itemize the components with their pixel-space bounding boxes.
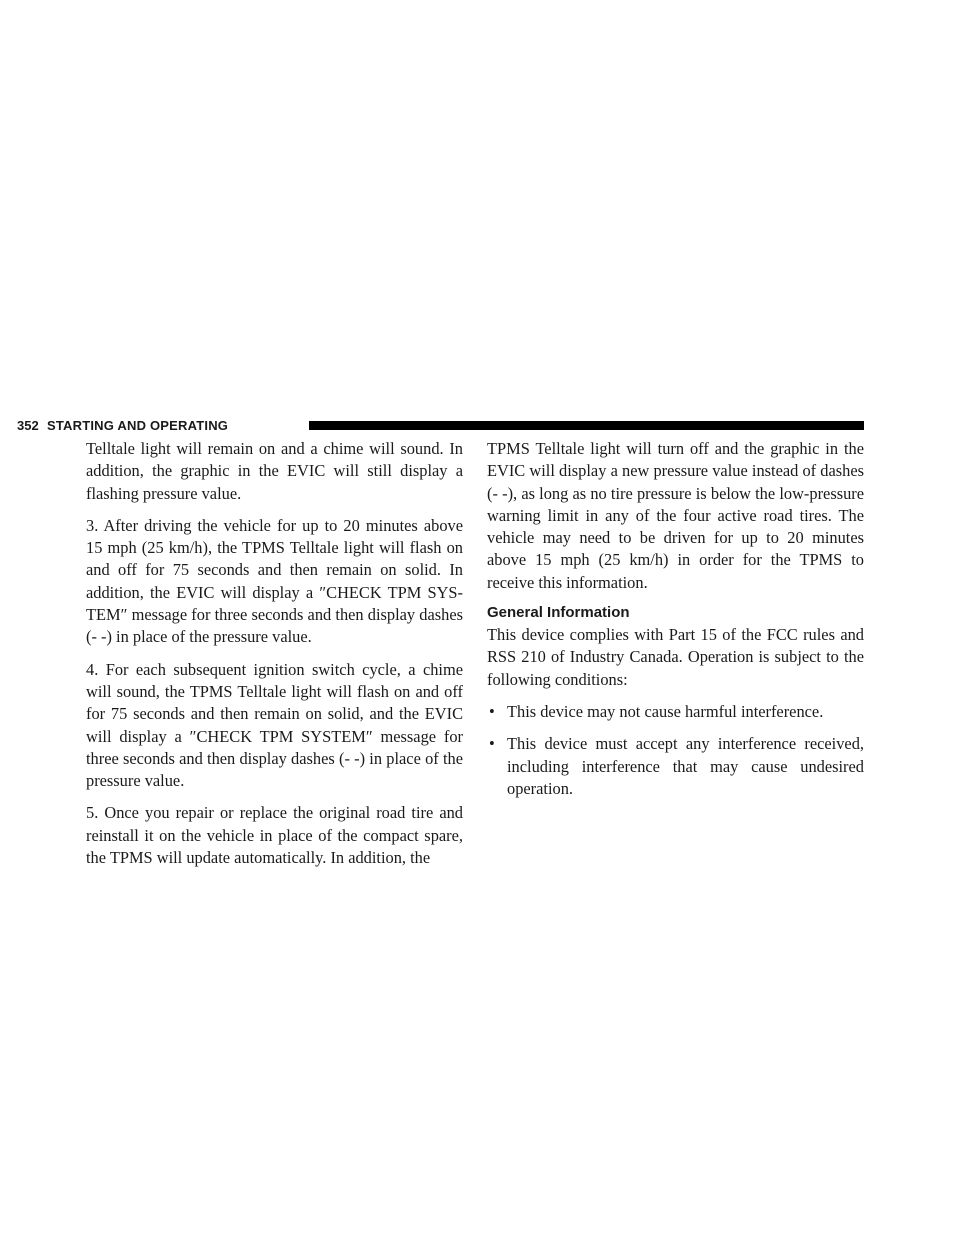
page-number: 352 <box>17 418 39 433</box>
paragraph-telltale-continued: Telltale light will remain on and a chime will sound. In addition, the graphic in the EVIC will still display a flashing pressure value. <box>86 439 463 503</box>
bullet-icon: • <box>489 701 495 721</box>
paragraph-step-4: 4. For each subsequent ignition switch cycle, a chime will sound, the TPMS Telltale light will flash on and off for 75 seconds and then remain on solid, and the EVIC will display a ″CHECK TPM SYSTEM″ message for three seconds and then display dashes (- -) in place of the pressure value. <box>86 659 463 791</box>
right-column <box>487 438 864 810</box>
left-column <box>86 438 463 879</box>
bullet-icon: • <box>489 734 495 754</box>
list-item-text: This device must accept any interference received, including interference that may cause undesired operation. <box>507 734 864 798</box>
list-item-text: This device may not cause harmful interference. <box>507 701 824 721</box>
conditions-list <box>487 701 864 800</box>
paragraph-fcc-compliance: This device complies with Part 15 of the FCC rules and RSS 210 of Industry Canada. Operation is subject to the following conditions: <box>487 625 864 689</box>
paragraph-step-3: 3. After driving the vehicle for up to 20 minutes above 15 mph (25 km/h), the TPMS Telltale light will flash on and off for 75 seconds and then remain on solid. In addition, the EVIC will display a ″CHECK TPM SYS-TEM″ message for three seconds and then display dashes (- -) in place of the pressure value. <box>86 515 463 647</box>
paragraph-step-5-continued: TPMS Telltale light will turn off and the graphic in the EVIC will display a new pressure value instead of dashes (- -), as long as no tire pressure is below the low-pressure warning limit in any of the four active road tires. The vehicle may need to be driven for up to 20 minutes above 15 mph (25 km/h) in order for the TPMS to receive this information. <box>487 439 864 592</box>
list-item <box>487 733 864 800</box>
page-header <box>0 419 960 433</box>
header-rule <box>309 421 864 430</box>
section-title: STARTING AND OPERATING <box>47 418 229 433</box>
paragraph-step-5: 5. Once you repair or replace the original road tire and reinstall it on the vehicle in place of the compact spare, the TPMS will update automatically. In addition, the <box>86 803 463 868</box>
list-item <box>487 701 864 723</box>
section-heading-general-information: General Information <box>487 604 630 622</box>
